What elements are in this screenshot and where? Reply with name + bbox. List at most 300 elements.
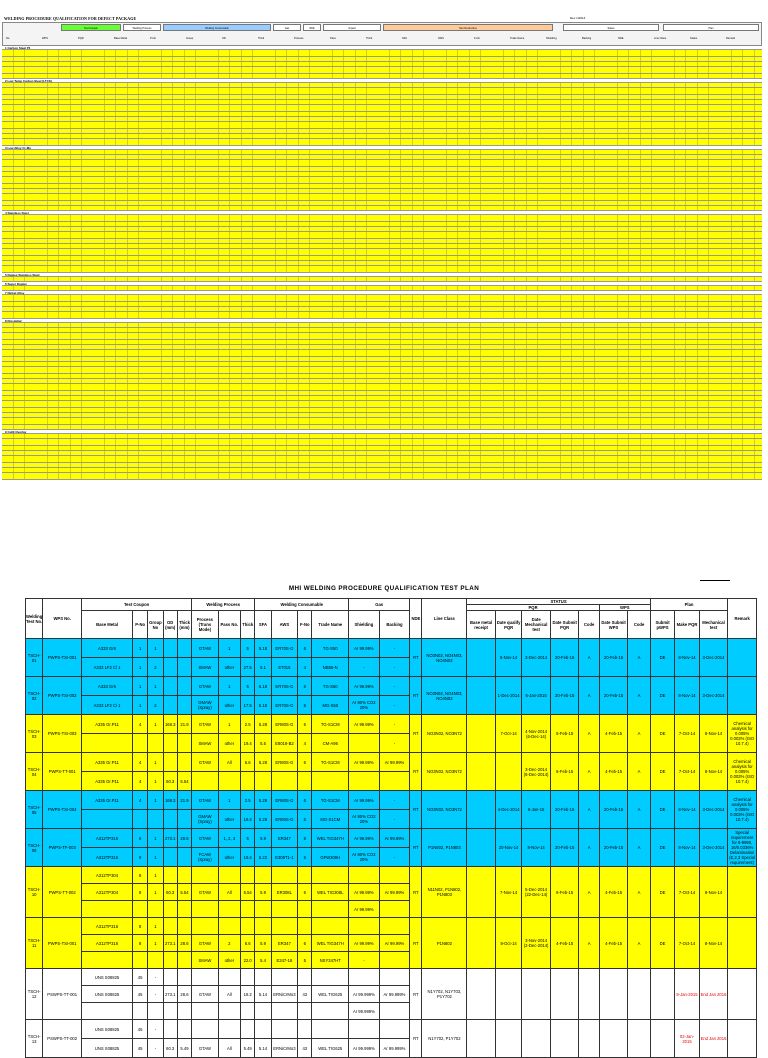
sheet1-row bbox=[2, 177, 762, 184]
remark: Chemical analysis for 0.005% 0.003% (ISO 10.7.4) bbox=[728, 791, 757, 829]
aws: ERNiCrMo3 bbox=[271, 986, 298, 1003]
table-row bbox=[26, 753, 757, 772]
sheet1-col-header: No bbox=[6, 37, 10, 40]
pass-thick bbox=[241, 969, 255, 986]
base-receipt bbox=[467, 829, 496, 867]
wps-no: PWPS-TT-001 bbox=[43, 753, 82, 791]
group-no: - bbox=[148, 1039, 163, 1058]
test-no: TSCH-04 bbox=[26, 753, 43, 791]
thick bbox=[177, 848, 191, 867]
p-no: 8 bbox=[133, 884, 148, 901]
hdr-code: Code bbox=[579, 611, 599, 639]
pass-thick: 2.5 bbox=[241, 715, 255, 734]
table-row bbox=[26, 1020, 757, 1039]
od bbox=[163, 918, 177, 935]
sheet1-row bbox=[2, 401, 762, 408]
thick: 28.6 bbox=[177, 986, 191, 1003]
pass-no: other bbox=[218, 952, 240, 969]
sheet1-row bbox=[2, 266, 762, 273]
sheet1-row bbox=[2, 160, 762, 167]
pass-no bbox=[218, 969, 240, 986]
sheet1-row bbox=[2, 295, 762, 302]
mech-test: 3-Dec-2014 bbox=[699, 677, 728, 715]
shielding: Ar 80% CO2 20% bbox=[349, 696, 380, 715]
mech-test: End Jan 2015 bbox=[699, 969, 728, 1020]
pass-thick bbox=[241, 901, 255, 918]
group-no bbox=[148, 952, 163, 969]
line-class: NO3N02, NO3N72 bbox=[422, 715, 467, 753]
nde: RT bbox=[410, 791, 422, 829]
hdr-p-no: P-No bbox=[133, 611, 148, 639]
hdr-welding-consumable: Welding Consumable bbox=[255, 599, 349, 611]
sheet1-row bbox=[2, 367, 762, 374]
shielding bbox=[349, 969, 380, 986]
sfa bbox=[255, 772, 271, 791]
sheet1-col-header: F-No bbox=[474, 37, 480, 40]
p-no: 45 bbox=[133, 986, 148, 1003]
group-no bbox=[148, 901, 163, 918]
date-qualify-pqr bbox=[495, 1020, 522, 1058]
remark bbox=[728, 969, 757, 1020]
pass-thick: 5 bbox=[241, 639, 255, 658]
process: GMAW (Spray) bbox=[192, 696, 219, 715]
base-metal: A335 Gr.P11 bbox=[82, 715, 133, 734]
shielding bbox=[349, 918, 380, 935]
group-no: - bbox=[148, 1020, 163, 1039]
date-submit-wps bbox=[599, 969, 628, 1020]
make-pqr: 8-Nov-14 bbox=[675, 677, 699, 715]
aws: E347-16 bbox=[271, 952, 298, 969]
table-row bbox=[26, 969, 757, 986]
process bbox=[192, 1020, 219, 1039]
sheet1-col-header: PQR bbox=[78, 37, 84, 40]
shielding: Ar 99.99% bbox=[349, 753, 380, 772]
date-submit-wps: 20-Feb-15 bbox=[599, 791, 628, 829]
aws bbox=[271, 969, 298, 986]
sfa: 5.1 bbox=[255, 658, 271, 677]
pqr-code: A bbox=[579, 867, 599, 918]
trade-name: CM-A96 bbox=[312, 734, 349, 753]
base-metal: A333 Gr6 bbox=[82, 639, 133, 658]
f-no bbox=[298, 867, 312, 884]
sfa bbox=[255, 918, 271, 935]
hdr-aws: AWS bbox=[271, 611, 298, 639]
test-no: TSCH-02 bbox=[26, 677, 43, 715]
pass-thick bbox=[241, 1003, 255, 1020]
sfa: 5.18 bbox=[255, 677, 271, 696]
thick: 28.6 bbox=[177, 935, 191, 952]
date-qualify-pqr: 8-Oct-14 bbox=[495, 918, 522, 969]
date-submit-wps: 20-Feb-15 bbox=[599, 639, 628, 677]
backing: - bbox=[379, 734, 410, 753]
pass-thick: 5 bbox=[241, 677, 255, 696]
od bbox=[163, 734, 177, 753]
f-no: 6 bbox=[298, 848, 312, 867]
thick: 21.9 bbox=[177, 715, 191, 734]
pass-thick: 6.6 bbox=[241, 753, 255, 772]
sfa: 5.28 bbox=[255, 753, 271, 772]
base-receipt bbox=[467, 1020, 496, 1058]
p-no: 45 bbox=[133, 1020, 148, 1039]
date-qualify-pqr: 7-Oct-14 bbox=[495, 715, 522, 753]
shielding: Ar 99.99% bbox=[349, 677, 380, 696]
od bbox=[163, 901, 177, 918]
group-no: 1 bbox=[148, 829, 163, 848]
p-no bbox=[133, 1003, 148, 1020]
sheet1-band: Non Destructive bbox=[383, 24, 553, 31]
hdr-gas: Gas bbox=[349, 599, 410, 611]
backing bbox=[379, 969, 410, 986]
nde: RT bbox=[410, 918, 422, 969]
hdr-welding-process: Welding Process bbox=[192, 599, 255, 611]
sfa: 5.22 bbox=[255, 848, 271, 867]
trade-name bbox=[312, 901, 349, 918]
shielding: Ar 99.99% bbox=[349, 901, 380, 918]
wps-code: A bbox=[628, 829, 651, 867]
trade-name: TG-S1CM bbox=[312, 753, 349, 772]
aws: ER80S-G bbox=[271, 810, 298, 829]
pass-no: 1 bbox=[218, 639, 240, 658]
hdr-date-qualify: Date qualify PQR bbox=[495, 611, 522, 639]
thick bbox=[177, 1003, 191, 1020]
backing bbox=[379, 918, 410, 935]
date-submit-pqr: 20-Feb-15 bbox=[550, 829, 579, 867]
process: GTAW bbox=[192, 1039, 219, 1058]
pass-no bbox=[218, 1003, 240, 1020]
line-class: P1N802, P1N803 bbox=[422, 829, 467, 867]
aws: ER347 bbox=[271, 829, 298, 848]
f-no: 6 bbox=[298, 829, 312, 848]
base-metal: UNS S08825 bbox=[82, 986, 133, 1003]
shielding: Ar 99.99% bbox=[349, 884, 380, 901]
sheet1-band: Gas bbox=[273, 24, 301, 31]
date-submit-pqr: 4-Feb-15 bbox=[550, 918, 579, 969]
sfa: 5.9 bbox=[255, 884, 271, 901]
thick bbox=[177, 696, 191, 715]
thick bbox=[177, 918, 191, 935]
group-no: 1 bbox=[148, 772, 163, 791]
remark bbox=[728, 918, 757, 969]
pqr-code: A bbox=[579, 639, 599, 677]
sheet1-row bbox=[2, 249, 762, 256]
line-class: NO3N02, NO3N72 bbox=[422, 753, 467, 791]
od bbox=[163, 969, 177, 986]
trade-name: NSY347HT bbox=[312, 952, 349, 969]
pass-thick: 19.4 bbox=[241, 848, 255, 867]
remark bbox=[728, 1020, 757, 1058]
od bbox=[163, 696, 177, 715]
aws bbox=[271, 901, 298, 918]
submit-pwps: DE bbox=[650, 715, 674, 753]
mech-test: 3-Dec-2014 bbox=[699, 791, 728, 829]
f-no bbox=[298, 969, 312, 986]
mech-test: End Jan 2015 bbox=[699, 1020, 728, 1058]
od bbox=[163, 639, 177, 658]
group-no: - bbox=[148, 986, 163, 1003]
p-no: 1 bbox=[133, 696, 148, 715]
pass-thick: 17.5 bbox=[241, 696, 255, 715]
test-no: TSCH-03 bbox=[26, 715, 43, 753]
shielding: Ar 99.999% bbox=[349, 1003, 380, 1020]
sfa bbox=[255, 1020, 271, 1039]
group-no: 1 bbox=[148, 715, 163, 734]
pqr-code: A bbox=[579, 918, 599, 969]
hdr-remark: Remark bbox=[728, 599, 757, 639]
shielding: Ar 80% CO2 20% bbox=[349, 810, 380, 829]
base-receipt bbox=[467, 918, 496, 969]
f-no: 6 bbox=[298, 715, 312, 734]
aws bbox=[271, 867, 298, 884]
process: SMAW bbox=[192, 952, 219, 969]
od: 60.3 bbox=[163, 1039, 177, 1058]
shielding: - bbox=[349, 658, 380, 677]
sfa: 5.28 bbox=[255, 715, 271, 734]
hdr-wps: WPS bbox=[599, 605, 650, 611]
aws: E308T1-1 bbox=[271, 848, 298, 867]
hdr-code2: Code bbox=[628, 611, 651, 639]
od bbox=[163, 658, 177, 677]
pass-no: All bbox=[218, 884, 240, 901]
od bbox=[163, 952, 177, 969]
trade-name: NB55-N bbox=[312, 658, 349, 677]
trade-name: TG-S50 bbox=[312, 639, 349, 658]
p-no: 4 bbox=[133, 791, 148, 810]
hdr-process: Process (Trans Mode) bbox=[192, 611, 219, 639]
pass-no: 2 bbox=[218, 935, 240, 952]
line-class: NO3N02, NO4N03, NO4N02 bbox=[422, 639, 467, 677]
date-qualify-pqr bbox=[495, 969, 522, 1020]
process: SMAW bbox=[192, 734, 219, 753]
aws: ER80S-G bbox=[271, 715, 298, 734]
table-row bbox=[26, 918, 757, 935]
base-receipt bbox=[467, 677, 496, 715]
hdr-plan: Plan bbox=[650, 599, 727, 611]
p-no: 8 bbox=[133, 935, 148, 952]
trade-name: TG-S50 bbox=[312, 677, 349, 696]
date-submit-wps bbox=[599, 1020, 628, 1058]
sheet1-section-title: 3 Low Alloy Cr-Mo bbox=[2, 146, 762, 150]
hdr-nde: NDE bbox=[410, 599, 422, 639]
backing: - bbox=[379, 639, 410, 658]
date-submit-pqr bbox=[550, 1020, 579, 1058]
sheet1-band: Status bbox=[563, 24, 659, 31]
base-metal: A335 Gr.P11 bbox=[82, 791, 133, 810]
submit-pwps: DE bbox=[650, 867, 674, 918]
date-mech-test: 5-Dec-2014 (22-Dec-14) bbox=[522, 867, 551, 918]
sheet1-col-header: NDE bbox=[618, 37, 624, 40]
hdr-date-submit-wps: Date Submit WPS bbox=[599, 611, 628, 639]
nde: RT bbox=[410, 639, 422, 677]
thick bbox=[177, 810, 191, 829]
thick bbox=[177, 677, 191, 696]
sheet1-col-header: Line Class bbox=[654, 37, 667, 40]
submit-pwps bbox=[650, 1020, 674, 1058]
backing: Ar 99.99% bbox=[379, 935, 410, 952]
p-no: 4 bbox=[133, 715, 148, 734]
thick: 21.9 bbox=[177, 791, 191, 810]
date-submit-wps: 4-Feb-15 bbox=[599, 867, 628, 918]
pqr-code: A bbox=[579, 677, 599, 715]
make-pqr: 02-Jan-2015 bbox=[675, 1020, 699, 1058]
od: 168.3 bbox=[163, 715, 177, 734]
sfa: 5.9 bbox=[255, 829, 271, 848]
f-no: 6 bbox=[298, 810, 312, 829]
hdr-mech-test: Mechanical test bbox=[699, 611, 728, 639]
group-no: 1 bbox=[148, 753, 163, 772]
shielding: Ar 80% CO2 20% bbox=[349, 848, 380, 867]
date-mech-test: 6-Jan-2015 bbox=[522, 677, 551, 715]
backing: Ar 99.999% bbox=[379, 986, 410, 1003]
date-submit-wps: 4-Feb-15 bbox=[599, 715, 628, 753]
thick: 5.54 bbox=[177, 772, 191, 791]
hdr-od: OD (mm) bbox=[163, 611, 177, 639]
pass-no bbox=[218, 772, 240, 791]
sheet1-row bbox=[2, 418, 762, 425]
sheet1-col-header: WPS bbox=[42, 37, 48, 40]
wps-no: PWPS-TF-003 bbox=[43, 829, 82, 867]
sheet1-col-header: Thick bbox=[366, 37, 373, 40]
shielding bbox=[349, 772, 380, 791]
f-no: 6 bbox=[298, 677, 312, 696]
sheet1-section-title: 9 CuNi Overlay bbox=[2, 430, 762, 434]
base-metal: UNS S08825 bbox=[82, 969, 133, 986]
make-pqr: 7-Oct-14 bbox=[675, 753, 699, 791]
aws bbox=[271, 772, 298, 791]
sheet1-col-header: AWS bbox=[438, 37, 444, 40]
od bbox=[163, 848, 177, 867]
sheet1-header bbox=[2, 22, 762, 46]
date-qualify-pqr: 8-Nov-14 bbox=[495, 639, 522, 677]
f-no: 6 bbox=[298, 884, 312, 901]
shielding: Ar 99.99% bbox=[349, 935, 380, 952]
base-metal: A335 Gr.P11 bbox=[82, 772, 133, 791]
od bbox=[163, 1020, 177, 1039]
hdr-submit-pwps: Submit pWPS bbox=[650, 611, 674, 639]
wps-no: PWPS-TSI-001 bbox=[43, 639, 82, 677]
sheet1-band: Impact bbox=[323, 24, 381, 31]
sheet1-title: WELDING PROCEDURE QUALIFICATION FOR DEFECT PACKAGE bbox=[4, 16, 137, 21]
aws: ER308L bbox=[271, 884, 298, 901]
trade-name: WEL TIG347H bbox=[312, 935, 349, 952]
pass-thick: 5 bbox=[241, 829, 255, 848]
base-metal bbox=[82, 810, 133, 829]
group-no: - bbox=[148, 969, 163, 986]
trade-name: WEL TIG308L bbox=[312, 884, 349, 901]
f-no: 6 bbox=[298, 753, 312, 772]
pass-no bbox=[218, 867, 240, 884]
p-no: 4 bbox=[133, 772, 148, 791]
date-qualify-pqr: 4-Dec-2014 bbox=[495, 791, 522, 829]
remark bbox=[728, 677, 757, 715]
group-no: 1 bbox=[148, 639, 163, 658]
trade-name bbox=[312, 772, 349, 791]
od: 168.3 bbox=[163, 791, 177, 810]
thick: 28.6 bbox=[177, 829, 191, 848]
pass-thick: 6.6 bbox=[241, 935, 255, 952]
base-metal bbox=[82, 1003, 133, 1020]
make-pqr: 8-Jan-2015 bbox=[675, 969, 699, 1020]
base-receipt bbox=[467, 969, 496, 1020]
hdr-sfa: SFA bbox=[255, 611, 271, 639]
hdr-pqr: PQR bbox=[467, 605, 599, 611]
aws bbox=[271, 918, 298, 935]
pass-no bbox=[218, 1020, 240, 1039]
date-mech-test bbox=[522, 1020, 551, 1058]
thick bbox=[177, 867, 191, 884]
shielding bbox=[349, 734, 380, 753]
pass-no bbox=[218, 901, 240, 918]
test-no: TSCH-12 bbox=[26, 969, 43, 1020]
line-class: N11N02, P1N802, P1N803 bbox=[422, 867, 467, 918]
process: GMAW (Spray) bbox=[192, 810, 219, 829]
sheet1-row bbox=[2, 105, 762, 112]
date-submit-pqr: 20-Feb-15 bbox=[550, 639, 579, 677]
submit-pwps: DE bbox=[650, 918, 674, 969]
base-metal: A312TP316 bbox=[82, 829, 133, 848]
submit-pwps: DE bbox=[650, 677, 674, 715]
hdr-thick2: Thick bbox=[241, 611, 255, 639]
mech-test: 8-Nov-14 bbox=[699, 918, 728, 969]
f-no: 6 bbox=[298, 639, 312, 658]
trade-name bbox=[312, 1003, 349, 1020]
sheet1-row bbox=[2, 232, 762, 239]
shielding bbox=[349, 1020, 380, 1039]
pass-thick bbox=[241, 1020, 255, 1039]
shielding: Ar 99.99% bbox=[349, 639, 380, 658]
sfa bbox=[255, 901, 271, 918]
pass-no: other bbox=[218, 658, 240, 677]
base-metal: A333 LF2 Cl 1 bbox=[82, 658, 133, 677]
hdr-base-metal: Base Metal bbox=[82, 611, 133, 639]
p-no: 1 bbox=[133, 677, 148, 696]
aws: ER80S-G bbox=[271, 791, 298, 810]
sheet1-section-title: 7 Nickel Alloy bbox=[2, 291, 762, 295]
base-metal: A312TP316 bbox=[82, 935, 133, 952]
p-no bbox=[133, 901, 148, 918]
trade-name: TG-S1CM bbox=[312, 715, 349, 734]
submit-pwps bbox=[650, 969, 674, 1020]
base-metal: A335 Gr.P11 bbox=[82, 753, 133, 772]
hdr-backing: Backing bbox=[379, 611, 410, 639]
nde: RT bbox=[410, 1020, 422, 1058]
od: 273.1 bbox=[163, 935, 177, 952]
shielding: - bbox=[349, 952, 380, 969]
process: GTAW bbox=[192, 829, 219, 848]
plan-title: MHI WELDING PROCEDURE QUALIFICATION TEST PLAN bbox=[288, 585, 480, 592]
sheet1-section-title: 6 Super Duplex bbox=[2, 282, 762, 286]
trade-name: GFW308H bbox=[312, 848, 349, 867]
sfa: 5.28 bbox=[255, 791, 271, 810]
pass-no: 1 bbox=[218, 677, 240, 696]
shielding: Ar 99.99% bbox=[349, 791, 380, 810]
trade-name bbox=[312, 1020, 349, 1039]
base-receipt bbox=[467, 639, 496, 677]
wps-code: A bbox=[628, 639, 651, 677]
backing: - bbox=[379, 677, 410, 696]
line-class: NO3N02, NO3N72 bbox=[422, 791, 467, 829]
submit-pwps: DE bbox=[650, 639, 674, 677]
shielding: Ar 99.999% bbox=[349, 1039, 380, 1058]
od: 273.1 bbox=[163, 829, 177, 848]
hdr-group-no: Group No bbox=[148, 611, 163, 639]
pqr-code: A bbox=[579, 753, 599, 791]
sheet1-col-header: Shielding bbox=[546, 37, 557, 40]
pass-no bbox=[218, 918, 240, 935]
base-metal: A312TP304 bbox=[82, 867, 133, 884]
trade-name: MG-S50 bbox=[312, 696, 349, 715]
backing bbox=[379, 901, 410, 918]
sheet1-section-title: 2 Low Temp Carbon Steel (LTCS) bbox=[2, 79, 762, 83]
